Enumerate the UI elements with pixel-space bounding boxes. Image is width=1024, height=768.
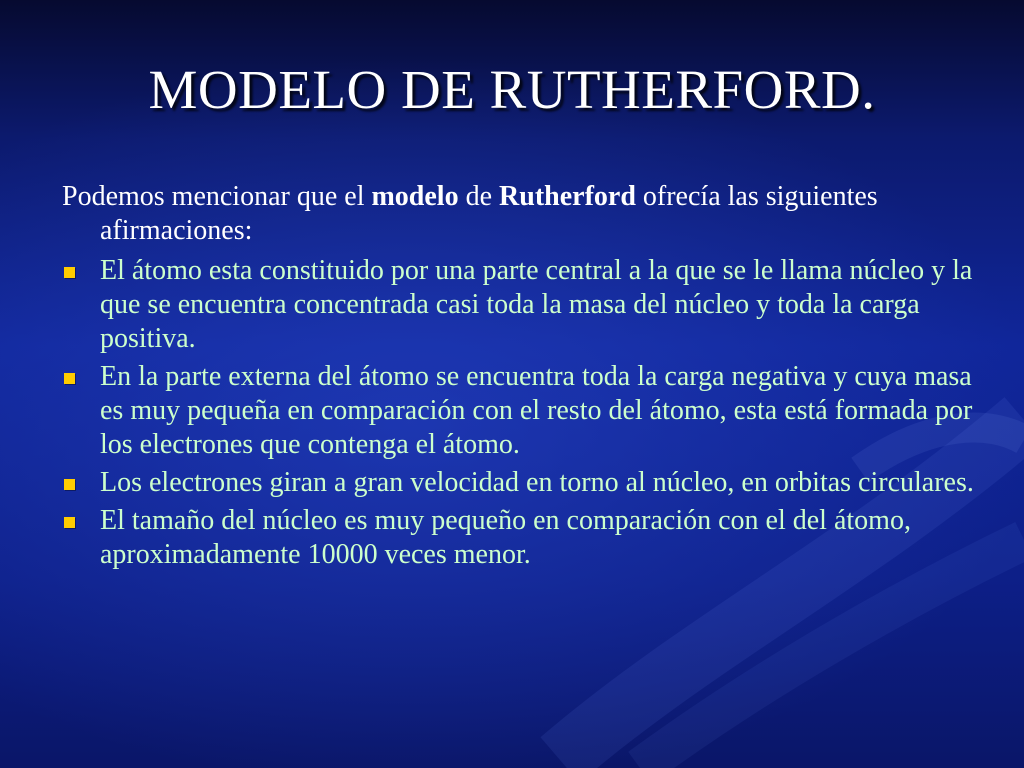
bullet-text: El tamaño del núcleo es muy pequeño en comparación con el del átomo, aproximadamente 10000 veces menor. (100, 505, 911, 570)
intro-bold-modelo: modelo (371, 181, 459, 212)
slide-body (62, 180, 974, 576)
slide-title: MODELO DE RUTHERFORD. (148, 59, 876, 120)
intro-paragraph (62, 180, 974, 248)
square-bullet-icon (64, 479, 75, 490)
square-bullet-icon (64, 517, 75, 528)
bullet-text: El átomo esta constituido por una parte central a la que se le llama núcleo y la que se encuentra concentrada casi toda la masa del núcleo y toda la carga positiva. (100, 255, 973, 354)
bullet-item-nucleus-size (62, 504, 974, 572)
intro-text-1: Podemos mencionar que el (62, 181, 372, 212)
bullet-text: Los electrones giran a gran velocidad en torno al núcleo, en orbitas circulares. (100, 467, 974, 498)
intro-text-2: de (458, 181, 500, 212)
bullet-text: En la parte externa del átomo se encuentra toda la carga negativa y cuya masa es muy pequeña en comparación con el resto del átomo, esta está formada por los electrones que contenga el átomo. (100, 361, 973, 460)
bullet-item-nucleus (62, 254, 974, 356)
bullet-item-electron-orbits (62, 466, 974, 500)
bullet-item-negative-charge (62, 360, 974, 462)
intro-bold-rutherford: Rutherford (499, 181, 636, 212)
square-bullet-icon (64, 267, 75, 278)
intro-text-3: ofrecía las siguientes afirmaciones: (100, 181, 878, 246)
square-bullet-icon (64, 373, 75, 384)
bullet-list (62, 254, 974, 572)
